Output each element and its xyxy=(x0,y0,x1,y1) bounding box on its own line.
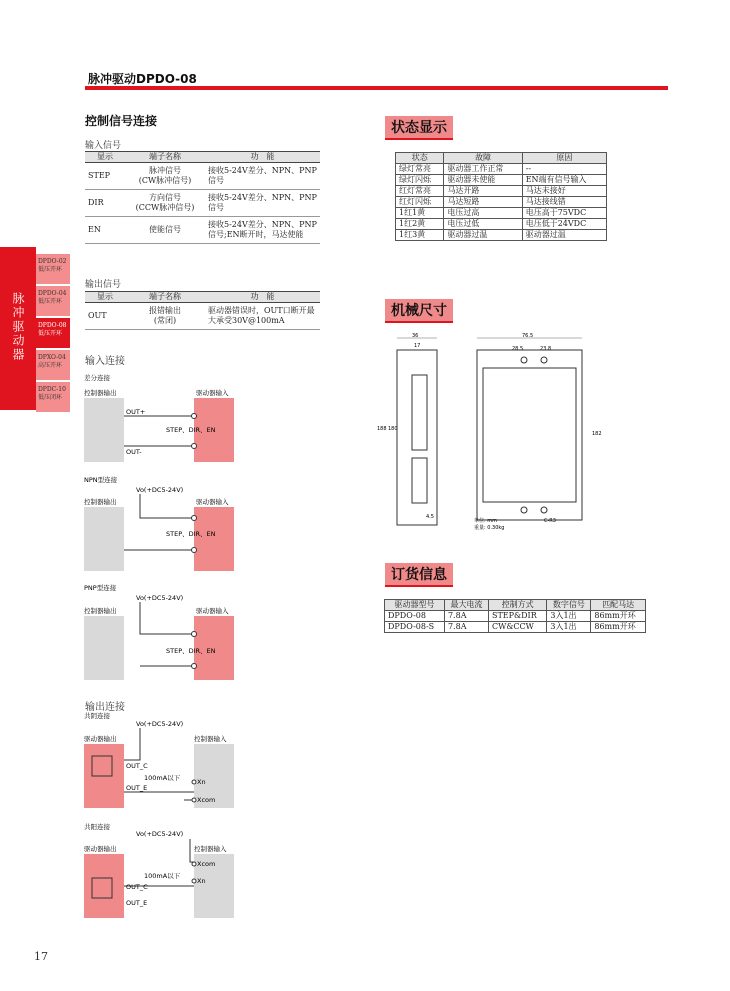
cc-title: 共阴连接 xyxy=(84,712,110,720)
ca-drv-box xyxy=(84,854,124,918)
ca-out-c: OUT_C xyxy=(126,883,148,891)
table-cell: 3入1出 xyxy=(547,611,591,622)
table-cell: 马达未接好 xyxy=(522,186,606,197)
ca-title: 共阳连接 xyxy=(84,823,110,831)
mech-unit: 单位: mm xyxy=(474,518,498,524)
table-cell: DPDO-08 xyxy=(385,611,445,622)
diff-out-plus: OUT+ xyxy=(126,408,146,416)
mech-title: 机械尺寸 xyxy=(385,299,453,323)
side-tab[interactable] xyxy=(36,286,70,316)
side-tab-model: DPDC-10 xyxy=(38,386,66,393)
table-row xyxy=(385,611,646,622)
table-cell: CW&CCW xyxy=(488,622,546,633)
diff-ctrl-out: 控制器输出 xyxy=(84,389,117,397)
diff-signals: STEP、DIR、EN xyxy=(166,426,216,434)
table-cell: STEP&DIR xyxy=(488,611,546,622)
output-wiring-title: 输出连接 xyxy=(85,702,125,713)
table-row xyxy=(385,622,646,633)
output-wiring-diagrams xyxy=(80,712,250,922)
side-tab[interactable] xyxy=(36,254,70,284)
ca-current: 100mA以下 xyxy=(144,872,181,880)
table-cell: 红灯闪烁 xyxy=(396,197,444,208)
cc-vo: Vo(+DC5-24V) xyxy=(136,720,184,728)
diff-title: 差分连接 xyxy=(84,374,110,382)
side-tab-desc: 低压开环 xyxy=(38,266,63,273)
diff-out-minus: OUT- xyxy=(126,448,142,456)
input-signal-table xyxy=(85,151,320,244)
pnp-ctrl-out: 控制器输出 xyxy=(84,607,117,615)
npn-vo: Vo(+DC5-24V) xyxy=(136,486,184,494)
side-category xyxy=(0,247,36,410)
table-row xyxy=(396,186,607,197)
cc-current: 100mA以下 xyxy=(144,774,181,782)
ca-xn: Xn xyxy=(197,877,206,885)
side-tab-model: DPDO-02 xyxy=(38,258,67,265)
dim-w5: 23.8 xyxy=(540,346,552,352)
table-cell: 方向信号 (CCW脉冲信号) xyxy=(125,190,205,217)
npn-drv-box xyxy=(194,507,234,571)
table-cell: 7.8A xyxy=(444,622,488,633)
table-cell: 驱动器过温 xyxy=(444,230,522,241)
side-tab-model: DPDO-04 xyxy=(38,290,67,297)
side-tab[interactable] xyxy=(36,318,70,348)
table-row xyxy=(85,190,320,217)
table-cell: 86mm开环 xyxy=(591,611,646,622)
table-cell: EN xyxy=(85,217,125,244)
table-cell: 7.8A xyxy=(444,611,488,622)
table-header: 故障 xyxy=(444,153,522,164)
table-cell: 86mm开环 xyxy=(591,622,646,633)
output-signal-table xyxy=(85,291,320,330)
page-title: 脉冲驱动DPDO-08 xyxy=(88,72,197,86)
table-row xyxy=(396,219,607,230)
dim-h1: 188 xyxy=(377,426,387,432)
table-row xyxy=(396,208,607,219)
pnp-drv-in: 驱动器输入 xyxy=(196,607,229,615)
ca-ctrl-in: 控制器输入 xyxy=(194,845,227,853)
table-cell: 接收5-24V差分、NPN、PNP信号;EN断开时，马达使能 xyxy=(205,217,320,244)
mech-drawing xyxy=(372,330,612,535)
table-cell: DIR xyxy=(85,190,125,217)
table-header: 驱动器型号 xyxy=(385,600,445,611)
output-signal-title: 输出信号 xyxy=(85,280,122,290)
side-tab-desc: 低压开环 xyxy=(38,330,63,337)
table-row xyxy=(396,197,607,208)
side-tab[interactable] xyxy=(36,382,70,412)
ca-out-e: OUT_E xyxy=(126,899,148,907)
cc-out-e: OUT_E xyxy=(126,784,148,792)
table-cell: 红灯常亮 xyxy=(396,186,444,197)
side-tab-desc: 低压闭环 xyxy=(38,394,63,401)
table-cell: 马达开路 xyxy=(444,186,522,197)
npn-ctrl-out: 控制器输出 xyxy=(84,498,117,506)
input-wiring-title: 输入连接 xyxy=(85,356,125,367)
table-cell: 3入1出 xyxy=(547,622,591,633)
diff-ctrl-box xyxy=(84,398,124,462)
npn-ctrl-box xyxy=(84,507,124,571)
table-cell: -- xyxy=(522,164,606,175)
ca-xcom: Xcom xyxy=(197,860,216,868)
cc-drv-out: 驱动器输出 xyxy=(84,735,117,743)
npn-signals: STEP、DIR、EN xyxy=(166,530,216,538)
dim-h2: 180 xyxy=(388,426,398,432)
table-row xyxy=(85,303,320,330)
ca-drv-out: 驱动器输出 xyxy=(84,845,117,853)
table-header: 端子名称 xyxy=(125,292,205,303)
side-tab-model: DPDO-08 xyxy=(38,322,67,329)
cc-xcom: Xcom xyxy=(197,796,216,804)
table-cell: 1红3黄 xyxy=(396,230,444,241)
cc-xn: Xn xyxy=(197,778,206,786)
table-header: 数字信号 xyxy=(547,600,591,611)
side-tab-desc: 高压开环 xyxy=(38,362,63,369)
dim-w4: 28.5 xyxy=(512,346,524,352)
status-table xyxy=(395,152,607,241)
diff-drv-in: 驱动器输入 xyxy=(196,389,229,397)
pnp-title: PNP型连接 xyxy=(84,584,117,592)
table-cell: 马达接线错 xyxy=(522,197,606,208)
table-cell: 电压过低 xyxy=(444,219,522,230)
pnp-ctrl-box xyxy=(84,616,124,680)
table-row xyxy=(85,163,320,190)
table-cell: 驱动器过温 xyxy=(522,230,606,241)
table-cell: 1红1黄 xyxy=(396,208,444,219)
table-header: 状态 xyxy=(396,153,444,164)
input-signal-title: 输入信号 xyxy=(85,141,122,151)
ca-vo: Vo(+DC5-24V) xyxy=(136,830,184,838)
table-cell: STEP xyxy=(85,163,125,190)
npn-title: NPN型连接 xyxy=(84,476,118,484)
dim-w3: 76.5 xyxy=(522,333,534,339)
table-cell: 马达短路 xyxy=(444,197,522,208)
table-row xyxy=(396,230,607,241)
side-tab-desc: 低压开环 xyxy=(38,298,63,305)
table-cell: 驱动器工作正常 xyxy=(444,164,522,175)
dim-w1: 36 xyxy=(412,333,419,339)
npn-drv-in: 驱动器输入 xyxy=(196,498,229,506)
dim-w2: 17 xyxy=(414,343,421,349)
title-rule xyxy=(85,86,668,90)
table-row xyxy=(396,175,607,186)
table-header: 功 能 xyxy=(205,152,320,163)
side-category-label: 脉冲驱动器 xyxy=(11,292,25,362)
table-cell: 报错输出 (常闭) xyxy=(125,303,205,330)
table-cell: 接收5-24V差分、NPN、PNP信号 xyxy=(205,163,320,190)
cc-ctrl-in: 控制器输入 xyxy=(194,735,227,743)
side-tab-model: DPXO-04 xyxy=(38,354,66,361)
dim-d1: 4.5 xyxy=(426,514,434,520)
table-cell: 使能信号 xyxy=(125,217,205,244)
table-cell: 接收5-24V差分、NPN、PNP信号 xyxy=(205,190,320,217)
table-cell: 电压过高 xyxy=(444,208,522,219)
table-cell: 绿灯常亮 xyxy=(396,164,444,175)
pnp-vo: Vo(+DC5-24V) xyxy=(136,594,184,602)
table-header: 显示 xyxy=(85,292,125,303)
status-title: 状态显示 xyxy=(385,116,453,140)
table-row xyxy=(85,217,320,244)
cc-out-c: OUT_C xyxy=(126,762,148,770)
table-header: 最大电流 xyxy=(444,600,488,611)
table-cell: 脉冲信号 (CW脉冲信号) xyxy=(125,163,205,190)
table-cell: 驱动器未使能 xyxy=(444,175,522,186)
pnp-signals: STEP、DIR、EN xyxy=(166,647,216,655)
input-wiring-diagrams xyxy=(80,370,250,690)
table-cell: 绿灯闪烁 xyxy=(396,175,444,186)
table-header: 原因 xyxy=(522,153,606,164)
table-header: 控制方式 xyxy=(488,600,546,611)
page-number: 17 xyxy=(34,950,48,963)
table-header: 功 能 xyxy=(205,292,320,303)
control-title: 控制信号连接 xyxy=(85,114,158,128)
table-cell: OUT xyxy=(85,303,125,330)
order-table xyxy=(384,599,646,633)
dim-d2: C-R3 xyxy=(544,518,556,524)
side-tab[interactable] xyxy=(36,350,70,380)
table-row xyxy=(396,164,607,175)
mech-weight: 重量: 0.30kg xyxy=(474,525,505,531)
table-cell: 电压低于24VDC xyxy=(522,219,606,230)
table-cell: 电压高于75VDC xyxy=(522,208,606,219)
table-cell: DPDO-08-S xyxy=(385,622,445,633)
table-cell: 1红2黄 xyxy=(396,219,444,230)
dim-h3: 182 xyxy=(592,431,602,437)
table-header: 显示 xyxy=(85,152,125,163)
order-title: 订货信息 xyxy=(385,563,453,587)
table-cell: EN端有信号输入 xyxy=(522,175,606,186)
table-header: 匹配马达 xyxy=(591,600,646,611)
table-cell: 驱动器错误时，OUT口断开最大承受30V@100mA xyxy=(205,303,320,330)
table-header: 端子名称 xyxy=(125,152,205,163)
